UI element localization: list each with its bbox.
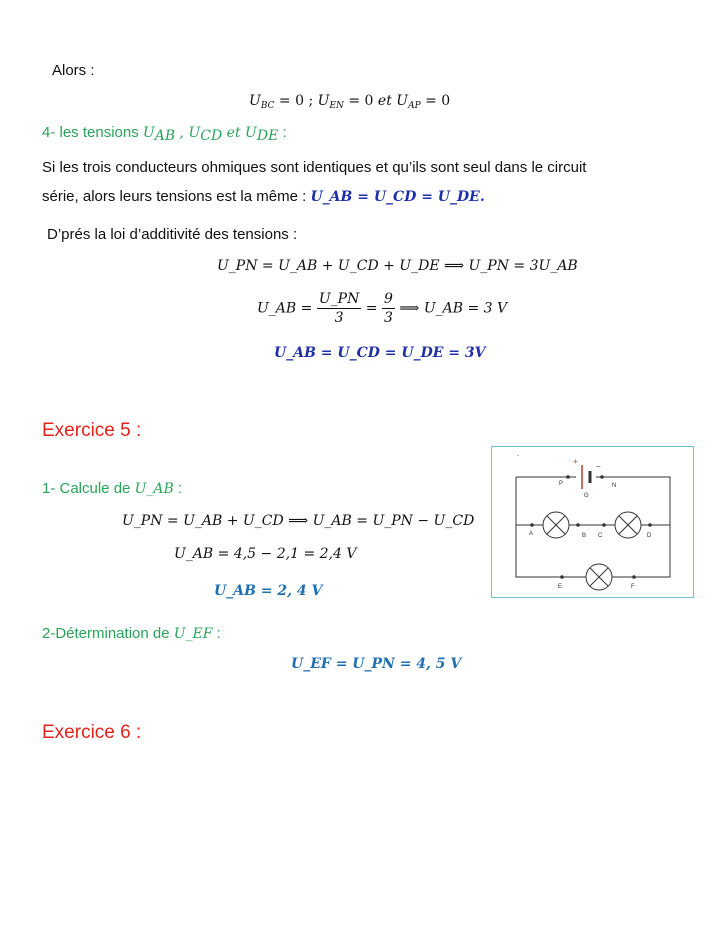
label-n: N: [612, 483, 617, 489]
node-a: [530, 523, 534, 527]
label-p: P: [559, 481, 564, 487]
paragraph-line-2: série, alors leurs tensions est la même : U_AB = U_CD = U_DE.: [42, 188, 485, 205]
exercice-6-title: Exercice 6 :: [42, 722, 142, 743]
equation-additivity: U_PN = U_AB + U_CD + U_DE ⟹ U_PN = 3U_AB: [217, 258, 578, 274]
label-b: B: [582, 533, 587, 539]
circuit-diagram: [492, 447, 693, 597]
label-f: F: [631, 584, 635, 590]
label-d: D: [647, 533, 652, 539]
question-2-heading: 2-Détermination de U_EF :: [42, 625, 221, 642]
circuit-dot: .: [517, 449, 520, 458]
question-1-heading: 1- Calcule de U_AB :: [42, 480, 183, 497]
circuit-outer-loop: [516, 477, 670, 577]
label-plus: +: [573, 457, 578, 466]
node-p: [566, 475, 570, 479]
label-minus: −: [596, 462, 601, 471]
additivity-law-text: D’prés la loi d’additivité des tensions :: [47, 226, 298, 243]
circuit-diagram-frame: [491, 446, 694, 598]
label-g: G: [584, 493, 589, 499]
node-e: [560, 575, 564, 579]
equation-ex5-a: U_PN = U_AB + U_CD ⟹ U_AB = U_PN − U_CD: [122, 513, 475, 529]
result-ex5-uab: U_AB = 2, 4 V: [214, 583, 323, 599]
label-c: C: [598, 533, 603, 539]
node-n: [600, 475, 604, 479]
label-e: E: [558, 584, 563, 590]
node-d: [648, 523, 652, 527]
equation-ex5-b: U_AB = 4,5 − 2,1 = 2,4 V: [174, 546, 357, 562]
equation-zero-voltages: $U_{BC} = 0$ ; $U_{EN} = 0$ et $U_{AP} = 0$: [249, 93, 451, 111]
alors-text: Alors :: [52, 62, 95, 79]
paragraph-line-1: Si les trois conducteurs ohmiques sont identiques et qu’ils sont seul dans le circuit: [42, 159, 587, 176]
section-4-heading: 4- les tensions $U_{AB}$ , $U_{CD}$ et $U_{DE}$ :: [42, 124, 287, 144]
generator-gap: [576, 467, 596, 489]
node-b: [576, 523, 580, 527]
exercice-5-title: Exercice 5 :: [42, 420, 142, 441]
label-a: A: [529, 531, 534, 537]
equation-fraction: U_AB = $\frac{U\_PN}{3}$ = $\frac{9}{3}$ ⟹ U_AB = 3 V: [257, 291, 508, 326]
node-f: [632, 575, 636, 579]
node-c: [602, 523, 606, 527]
equal-voltages-result: U_AB = U_CD = U_DE.: [310, 189, 485, 205]
result-equation-3v: U_AB = U_CD = U_DE = 3V: [274, 345, 486, 361]
result-ex5-uef: U_EF = U_PN = 4, 5 V: [291, 656, 462, 672]
